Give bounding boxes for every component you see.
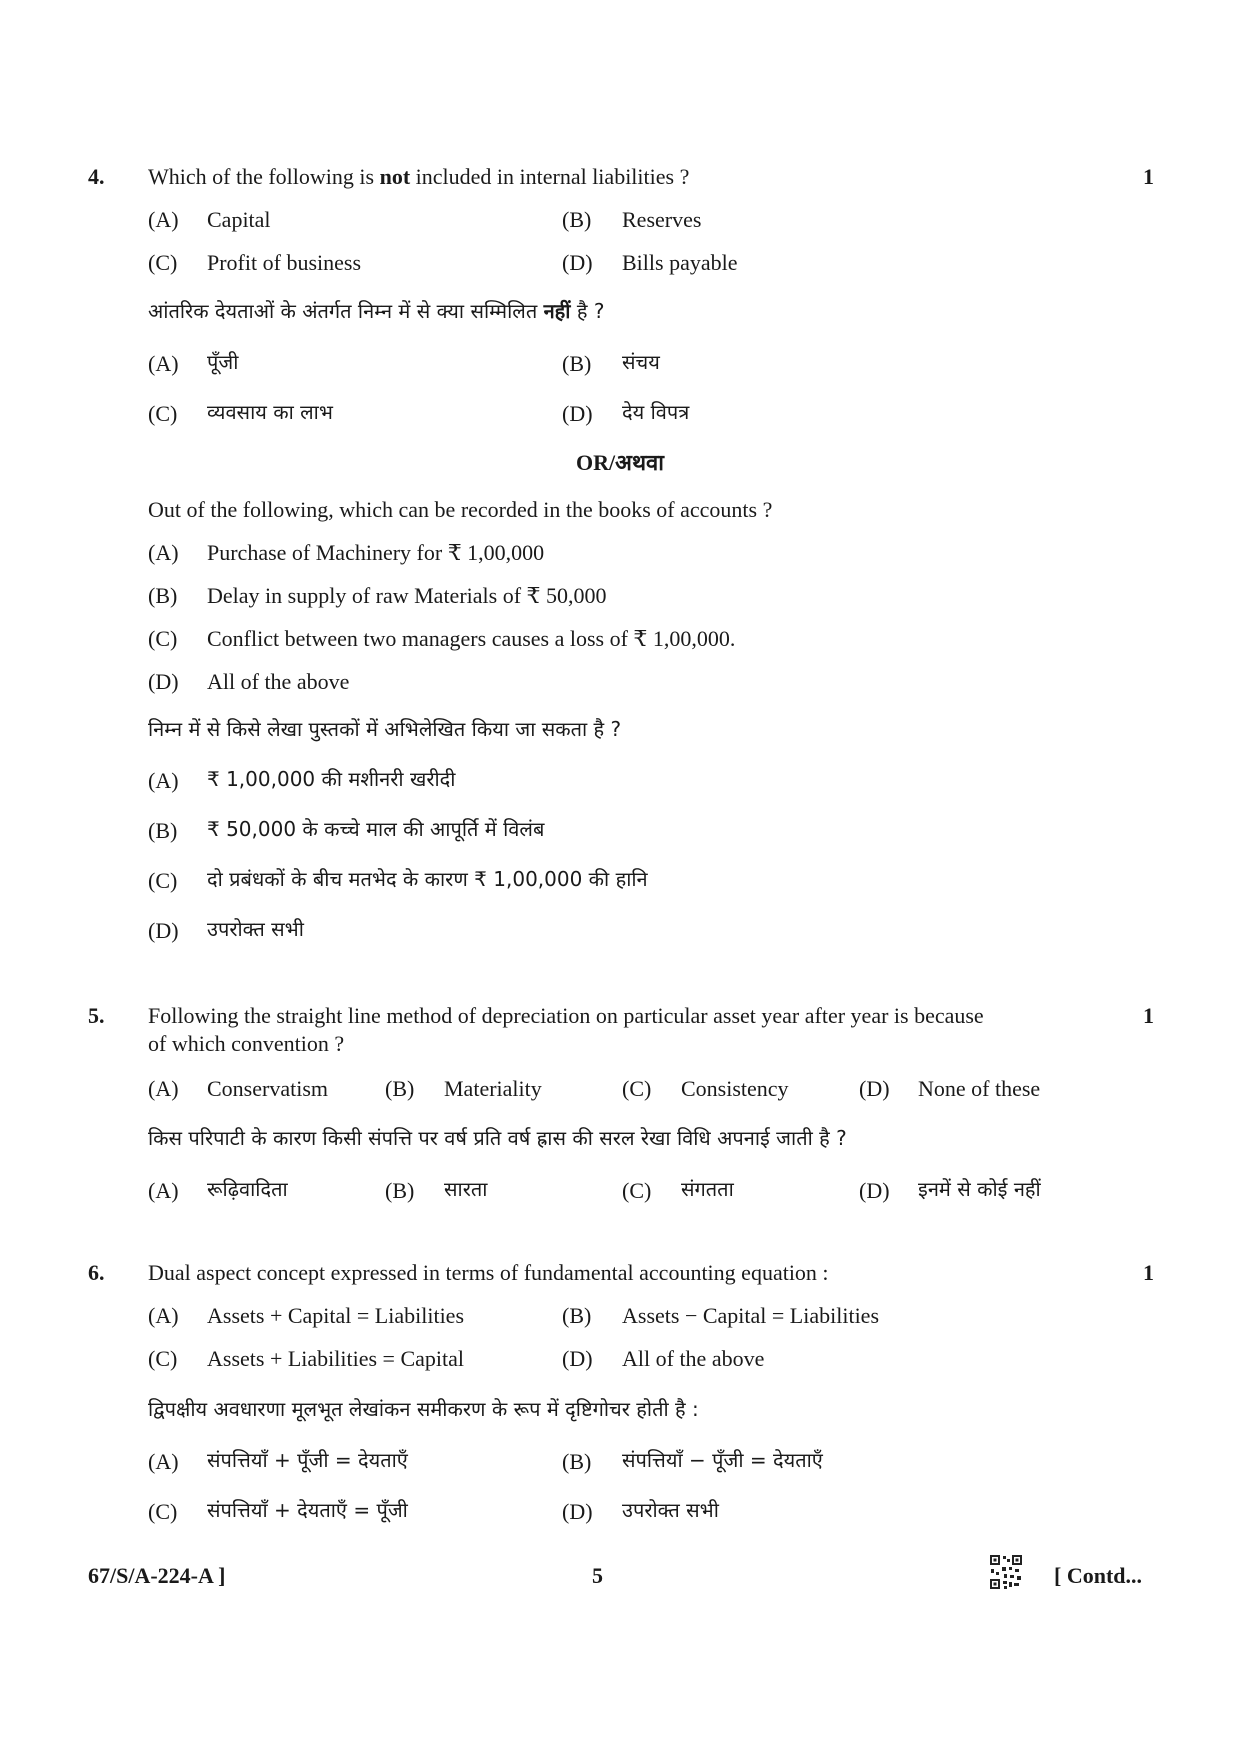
q4-hi-opt-b-letter: (B) xyxy=(562,351,592,376)
q4-opt-d-letter: (D) xyxy=(562,250,593,275)
q4-alt-opt-b-letter: (B) xyxy=(148,583,178,608)
q4-alt-opt-b-text: Delay in supply of raw Materials of ₹ 50,000 xyxy=(207,583,607,608)
q4-hi-opt-d-text: देय विपत्र xyxy=(622,400,690,424)
q4-alt-hi-opt-b-letter: (B) xyxy=(148,818,178,843)
q4-hi-opt-d-letter: (D) xyxy=(562,401,593,426)
q4-hi-opt-b-text: संचय xyxy=(622,350,660,374)
q6-hi-opt-a-text: संपत्तियाँ + पूँजी = देयताएँ xyxy=(207,1448,408,1472)
q5-hi-opt-a-text: रूढ़िवादिता xyxy=(207,1177,288,1201)
q5-opt-b-letter: (B) xyxy=(385,1076,415,1101)
q6-hi-opt-c-text: संपत्तियाँ + देयताएँ = पूँजी xyxy=(207,1498,408,1522)
page-number: 5 xyxy=(592,1563,603,1588)
q4-alt-opt-a-text: Purchase of Machinery for ₹ 1,00,000 xyxy=(207,540,545,565)
q4-alt-hi-opt-c-letter: (C) xyxy=(148,868,178,893)
q5-number: 5. xyxy=(88,1003,105,1028)
q4-number: 4. xyxy=(88,164,105,189)
q5-opt-c-text: Consistency xyxy=(681,1076,789,1101)
q4-hi-opt-c-text: व्यवसाय का लाभ xyxy=(207,400,333,424)
q5-opt-d-text: None of these xyxy=(918,1076,1041,1101)
q4-opt-b-text: Reserves xyxy=(622,207,702,232)
q6-hi-opt-b-text: संपत्तियाँ − पूँजी = देयताएँ xyxy=(622,1448,823,1472)
q4-alt-hi-opt-d-letter: (D) xyxy=(148,918,179,943)
q6-marks: 1 xyxy=(1143,1260,1154,1285)
q5-hi-opt-c-text: संगतता xyxy=(681,1177,734,1201)
q6-opt-c-text: Assets + Liabilities = Capital xyxy=(207,1346,465,1371)
q4-stem-en: Which of the following is not included in internal liabilities ? xyxy=(148,164,690,189)
q4-alt-hi-opt-a-letter: (A) xyxy=(148,768,179,793)
q5-opt-a-letter: (A) xyxy=(148,1076,179,1101)
q5-opt-d-letter: (D) xyxy=(859,1076,890,1101)
q6-hi-opt-d-letter: (D) xyxy=(562,1499,593,1524)
q6-stem-en: Dual aspect concept expressed in terms of fundamental accounting equation : xyxy=(148,1260,829,1285)
q5-opt-b-text: Materiality xyxy=(444,1076,542,1101)
qr-code-icon xyxy=(990,1555,1022,1589)
or-heading: OR/अथवा xyxy=(576,450,664,475)
q6-opt-c-letter: (C) xyxy=(148,1346,178,1371)
q6-stem-hi: द्विपक्षीय अवधारणा मूलभूत लेखांकन समीकरण के रूप में दृष्टिगोचर होती है : xyxy=(148,1397,699,1421)
q4-opt-a-text: Capital xyxy=(207,207,271,232)
q5-hi-opt-c-letter: (C) xyxy=(622,1178,652,1203)
q4-alt-hi-opt-b-text: ₹ 50,000 के कच्चे माल की आपूर्ति में विलंब xyxy=(207,817,545,841)
continued-label: [ Contd... xyxy=(1054,1563,1143,1588)
q4-alt-opt-d-text: All of the above xyxy=(207,669,350,694)
q4-stem-hi: आंतरिक देयताओं के अंतर्गत निम्न में से क्या सम्मिलित नहीं है ? xyxy=(148,299,605,323)
q6-opt-b-text: Assets − Capital = Liabilities xyxy=(622,1303,880,1328)
q5-hi-opt-b-text: सारता xyxy=(444,1177,488,1201)
q6-opt-d-text: All of the above xyxy=(622,1346,765,1371)
q4-alt-hi-opt-a-text: ₹ 1,00,000 की मशीनरी खरीदी xyxy=(207,767,456,791)
q4-marks: 1 xyxy=(1143,164,1154,189)
q4-alt-stem-en: Out of the following, which can be recorded in the books of accounts ? xyxy=(148,497,773,522)
q4-alt-hi-opt-c-text: दो प्रबंधकों के बीच मतभेद के कारण ₹ 1,00,000 की हानि xyxy=(207,867,648,891)
q5-opt-c-letter: (C) xyxy=(622,1076,652,1101)
q5-opt-a-text: Conservatism xyxy=(207,1076,328,1101)
q4-opt-b-letter: (B) xyxy=(562,207,592,232)
q4-hi-opt-a-text: पूँजी xyxy=(207,350,239,374)
q6-hi-opt-a-letter: (A) xyxy=(148,1449,179,1474)
q5-hi-opt-b-letter: (B) xyxy=(385,1178,415,1203)
q6-opt-d-letter: (D) xyxy=(562,1346,593,1371)
q5-stem-en-line2: of which convention ? xyxy=(148,1031,345,1056)
q5-hi-opt-d-letter: (D) xyxy=(859,1178,890,1203)
q6-number: 6. xyxy=(88,1260,105,1285)
q4-alt-opt-c-letter: (C) xyxy=(148,626,178,651)
q6-opt-b-letter: (B) xyxy=(562,1303,592,1328)
q6-hi-opt-d-text: उपरोक्त सभी xyxy=(622,1498,719,1522)
q4-alt-stem-hi: निम्न में से किसे लेखा पुस्तकों में अभिलेखित किया जा सकता है ? xyxy=(148,717,622,741)
q6-hi-opt-b-letter: (B) xyxy=(562,1449,592,1474)
q4-alt-opt-c-text: Conflict between two managers causes a loss of ₹ 1,00,000. xyxy=(207,626,736,651)
q5-hi-opt-d-text: इनमें से कोई नहीं xyxy=(918,1177,1041,1201)
q4-opt-c-text: Profit of business xyxy=(207,250,361,275)
q4-alt-hi-opt-d-text: उपरोक्त सभी xyxy=(207,917,304,941)
q6-opt-a-letter: (A) xyxy=(148,1303,179,1328)
q4-hi-opt-a-letter: (A) xyxy=(148,351,179,376)
q6-hi-opt-c-letter: (C) xyxy=(148,1499,178,1524)
q4-alt-opt-d-letter: (D) xyxy=(148,669,179,694)
q6-opt-a-text: Assets + Capital = Liabilities xyxy=(207,1303,465,1328)
q4-alt-opt-a-letter: (A) xyxy=(148,540,179,565)
q4-opt-d-text: Bills payable xyxy=(622,250,738,275)
q5-hi-opt-a-letter: (A) xyxy=(148,1178,179,1203)
q5-stem-hi: किस परिपाटी के कारण किसी संपत्ति पर वर्ष प्रति वर्ष ह्रास की सरल रेखा विधि अपनाई जाती है ? xyxy=(148,1126,847,1150)
q5-marks: 1 xyxy=(1143,1003,1154,1028)
q4-opt-c-letter: (C) xyxy=(148,250,178,275)
paper-code: 67/S/A-224-A ] xyxy=(88,1563,226,1588)
q4-opt-a-letter: (A) xyxy=(148,207,179,232)
q5-stem-en-line1: Following the straight line method of depreciation on particular asset year after year is because xyxy=(148,1003,984,1028)
q4-hi-opt-c-letter: (C) xyxy=(148,401,178,426)
